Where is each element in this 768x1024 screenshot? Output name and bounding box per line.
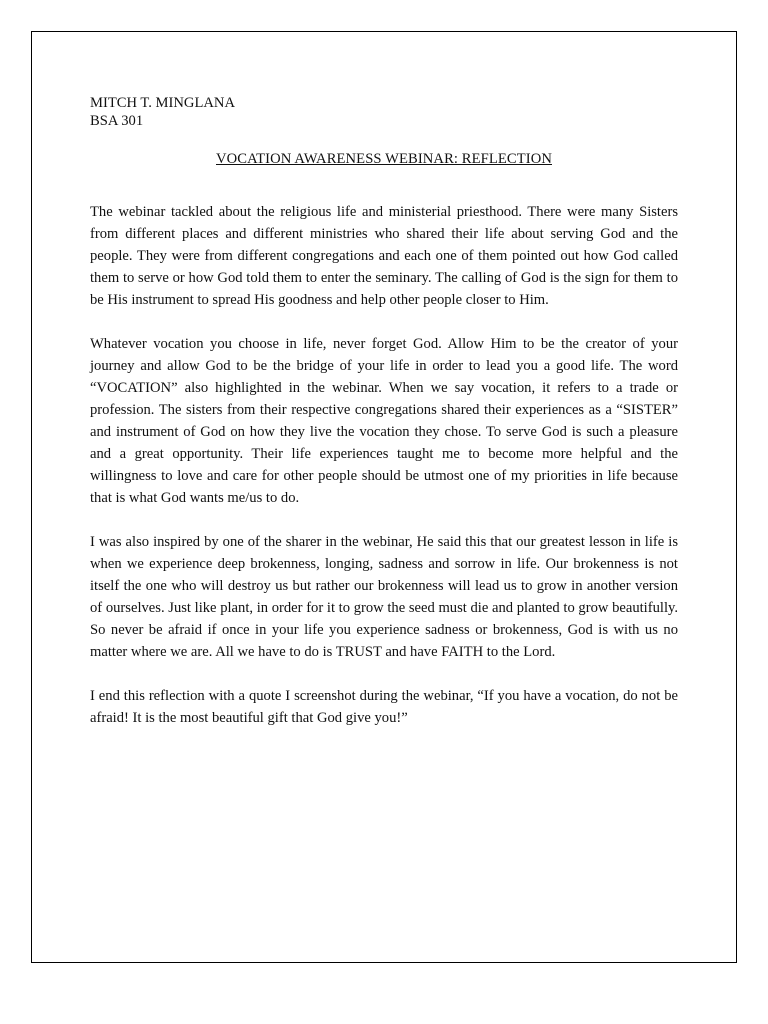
document-body: [90, 94, 678, 729]
author-name: MITCH T. MINGLANA: [90, 95, 235, 111]
document-title: VOCATION AWARENESS WEBINAR: REFLECTION: [216, 151, 552, 167]
paragraph-4: I end this reflection with a quote I screenshot during the webinar, “If you have a vocation, do not be afraid! It is the most beautiful gift that God give you!”: [90, 688, 678, 726]
paragraph-1: The webinar tackled about the religious life and ministerial priesthood. There were many Sisters from different places and different ministries who shared their life about serving God and the people. They were from different congregations and each one of them pointed out how God called them to serve or how God told them to enter the seminary. The calling of God is the sign for them to be His instrument to spread His goodness and help other people closer to Him.: [90, 204, 678, 308]
class-section: BSA 301: [90, 113, 144, 129]
paragraph-3: I was also inspired by one of the sharer in the webinar, He said this that our greatest lesson in life is when we experience deep brokenness, longing, sadness and sorrow in life. Our brokenness is not itself the one who will destroy us but rather our brokenness will lead us to grow in another version of ourselves. Just like plant, in order for it to grow the seed must die and planted to grow beautifully. So never be afraid if once in your life you experience sadness or brokenness, God is with us no matter where we are. All we have to do is TRUST and have FAITH to the Lord.: [90, 534, 678, 660]
paragraph-2: Whatever vocation you choose in life, never forget God. Allow Him to be the creator of your journey and allow God to be the bridge of your life in order to lead you a good life. The word “VOCATION” also highlighted in the webinar. When we say vocation, it refers to a trade or profession. The sisters from their respective congregations shared their experiences as a “SISTER” and instrument of God on how they live the vocation they chose. To serve God is such a pleasure and a great opportunity. Their life experiences taught me to become more helpful and the willingness to love and care for other people should be utmost one of my priorities in life because that is what God wants me/us to do.: [90, 336, 678, 506]
